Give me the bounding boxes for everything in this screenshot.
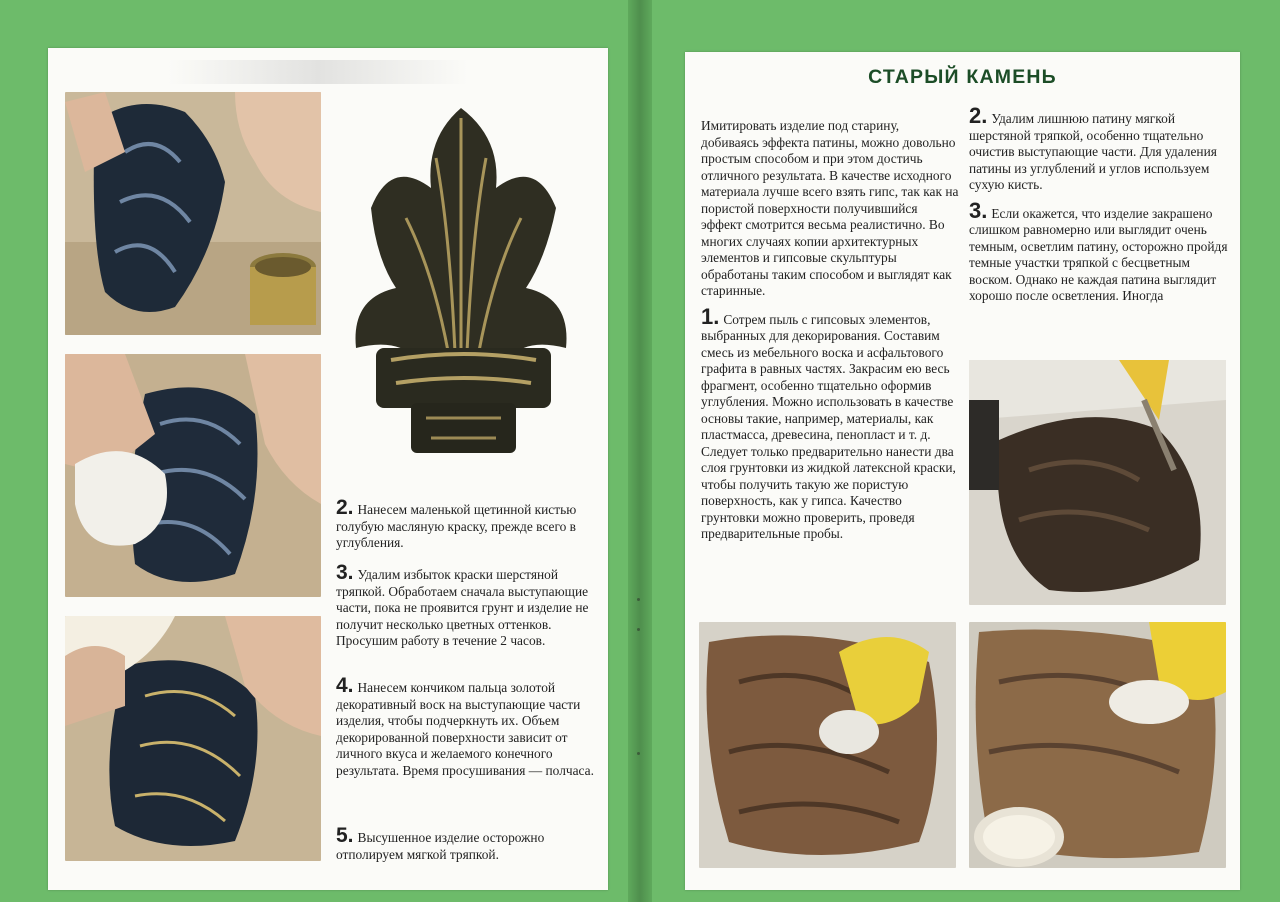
step-2-text [336,496,598,552]
photo-applying-patina [969,360,1226,605]
photo-step-4-gold-wax [65,616,321,861]
right-column-text [969,103,1229,314]
step-3-text [336,561,598,650]
step-2-text [969,103,1229,194]
step-body: Если окажется, что изделие закрашено слишком равномерно или выглядит очень темным, осветлим патину, осторожно пройдя темные участки тряпкой с бесцветным воском. Однако не каждая патина выглядит хорошо после осветления. Иногда [969,205,1228,303]
photo-finished-leaf-ornament [336,98,591,478]
step-body: Нанесем маленькой щетинной кистью голубую масляную краску, прежде всего в углубления. [336,502,577,551]
book-gutter [628,0,652,902]
left-page [48,48,608,890]
page-title: СТАРЫЙ КАМЕНЬ [868,66,1057,88]
bleed-through-heading [168,60,468,84]
photo-lightening-patina [969,622,1226,868]
step-body: Нанесем кончиком пальца золотой декоративный воск на выступающие части изделия, чтобы подчеркнуть их. Объем декорированной поверхности зависит от личного вкуса и желаемого конечного результата. Время просушивания — полчаса. [336,680,594,778]
step-number: 2. [336,496,354,519]
step-4-text [336,674,598,780]
step-number: 4. [336,674,354,697]
step-1-text [701,303,959,543]
step-body: Сотрем пыль с гипсовых элементов, выбранных для декорирования. Составим смесь из мебельного воска и асфальтового графита в равных частях. Закрасим ею весь фрагмент, особенно тщательно оформив углубления. Можно использовать в качестве основы такие, например, материалы, как пластмасса, древесина, пенопласт и т. д. Следует только предварительно нанести два слоя грунтовки из жидкой латексной краски, чтобы получить такую же пористую поверхность, как у гипса. Качество грунтовки можно проверить, проведя предварительные пробы. [701,311,956,541]
step-body: Высушенное изделие осторожно отполируем мягкой тряпкой. [336,830,545,862]
step-number: 3. [336,561,354,584]
step-number: 1. [701,303,720,329]
step-number: 2. [969,103,988,128]
photo-wiping-patina [699,622,956,868]
step-number: 5. [336,824,354,847]
photo-step-2-painting [65,92,321,335]
step-3-text [969,197,1229,305]
intro-paragraph: Имитировать изделие под старину, добиваясь эффекта патины, можно довольно простым способом и при этом достичь отличного результата. В качестве исходного материала лучше всего взять гипс, так как на пористой поверхности получившийся эффект смотрится весьма реалистично. Во многих случаях копии архитектурных элементов и гипсовые скульптуры обработаны таким способом и выглядят как старинные. [701,118,959,298]
step-5-text [336,824,598,863]
step-body: Удалим избыток краски шерстяной тряпкой. Обработаем сначала выступающие части, пока не проявится грунт и изделие не получит несколько цветных оттенков. Просушим работу в течение 2 часов. [336,567,589,649]
left-column-text [701,118,959,552]
right-page [685,52,1240,890]
step-number: 3. [969,197,988,223]
photo-step-3-wiping [65,354,321,597]
step-body: Удалим лишнюю патину мягкой шерстяной тряпкой, особенно тщательно очистив выступающие части. Для удаления патины из углублений и углов используем сухую кисть. [969,111,1217,192]
